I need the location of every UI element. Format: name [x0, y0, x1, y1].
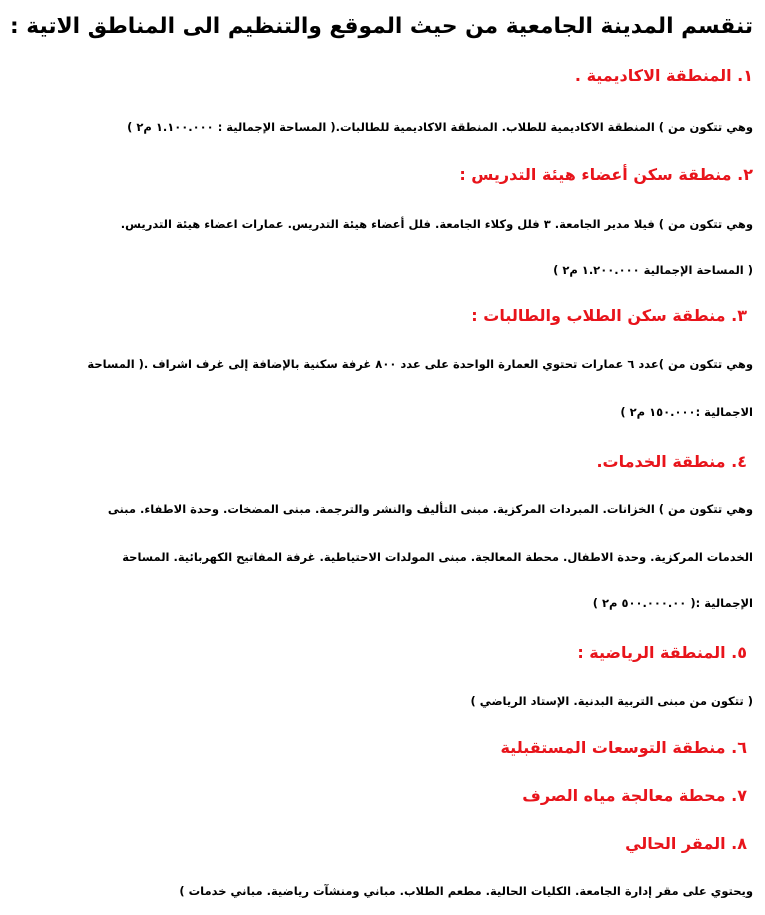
section-2-heading: ٢. منطقة سكن أعضاء هيئة التدريس :	[459, 165, 753, 184]
section-4-line-2: الخدمات المركزية. وحدة الاطفال. محطة المعالجة. مبنى المولدات الاحتياطية. غرفة المفاتيح الكهربائية. المساحة	[122, 550, 753, 564]
section-2-line-2: ( المساحة الإجمالية ١.٢٠٠.٠٠٠ م٢ )	[553, 263, 753, 277]
section-5-line-1: ( تتكون من مبنى التربية البدنية. الإستاد الرياضي )	[470, 694, 753, 708]
section-1-line-1: وهي تتكون من ) المنطقة الاكاديمية للطلاب. المنطقة الاكاديمية للطالبات.( المساحة الإجمالية : ١.١٠٠.٠٠٠ م٢ )	[127, 120, 753, 134]
section-4-line-3: الإجمالية :( ٥٠٠.٠٠٠.٠٠ م٢ )	[592, 596, 753, 610]
section-4-heading: ٤. منطقة الخدمات.	[596, 452, 747, 471]
section-8-heading: ٨. المقر الحالي	[625, 834, 747, 853]
section-3-line-1: وهي تتكون من )عدد ٦ عمارات تحتوي العمارة الواحدة على عدد ٨٠٠ غرفة سكنية بالإضافة إلى غرف اشراف .( المساحة	[87, 357, 753, 371]
section-3-line-2: الاجمالية :١٥٠.٠٠٠ م٢ )	[620, 405, 753, 419]
section-2-line-1: وهي تتكون من ) فيلا مدير الجامعة. ٣ فلل وكلاء الجامعة. فلل أعضاء هيئة التدريس. عمارات اعضاء هيئة التدريس.	[120, 217, 753, 231]
section-8-line-1: ويحتوي على مقر إدارة الجامعة. الكليات الحالية. مطعم الطلاب. مباني ومنشآت رياضية. مباني خدمات )	[179, 884, 753, 898]
section-1-heading: ١. المنطقة الاكاديمية .	[574, 66, 753, 85]
section-3-heading: ٣. منطقة سكن الطلاب والطالبات :	[471, 306, 747, 325]
section-6-heading: ٦. منطقة التوسعات المستقبلية	[500, 738, 747, 757]
section-5-heading: ٥. المنطقة الرياضية :	[577, 643, 747, 662]
page-title: تنقسم المدينة الجامعية من حيث الموقع والتنظيم الى المناطق الاتية :	[9, 14, 753, 39]
section-4-line-1: وهي تتكون من ) الخزانات. المبردات المركزية. مبنى التأليف والنشر والترجمة. مبنى المضخات. وحدة الاطفاء. مبنى	[107, 502, 753, 516]
section-7-heading: ٧. محطة معالجة مياه الصرف	[522, 786, 747, 805]
